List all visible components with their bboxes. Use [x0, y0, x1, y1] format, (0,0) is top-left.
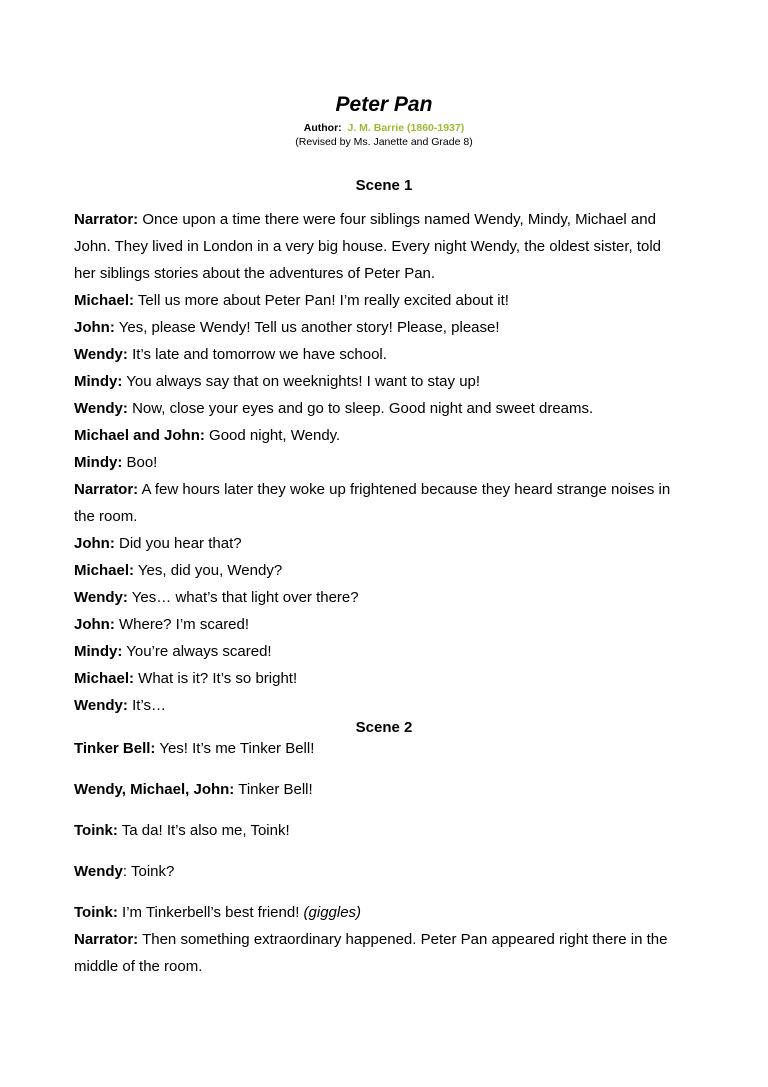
script-line	[74, 739, 714, 759]
speaker: John:	[74, 319, 115, 336]
dialogue: Then something extraordinary happened. Peter Pan appeared right there in the	[138, 931, 668, 948]
script-line	[74, 534, 714, 554]
script-line	[74, 453, 714, 473]
speaker: Michael:	[74, 670, 135, 687]
script-line	[74, 507, 714, 527]
script-line	[74, 210, 714, 230]
speaker: Toink:	[74, 822, 118, 839]
dialogue: What is it? It’s so bright!	[134, 670, 298, 687]
script-line	[74, 372, 714, 392]
stage-direction: (giggles)	[303, 904, 362, 921]
speaker: Wendy:	[74, 346, 128, 363]
dialogue: the room.	[74, 508, 138, 525]
speaker: John:	[74, 616, 115, 633]
dialogue: Ta da! It’s also me, Toink!	[117, 822, 290, 839]
dialogue: middle of the room.	[74, 958, 203, 975]
script-line	[74, 345, 714, 365]
dialogue: Yes! It’s me Tinker Bell!	[155, 740, 315, 757]
dialogue: her siblings stories about the adventures of Peter Pan.	[74, 265, 436, 282]
author-name: J. M. Barrie (1860-1937)	[347, 122, 465, 134]
speaker: Wendy:	[74, 400, 128, 417]
speaker: Michael and John:	[74, 427, 205, 444]
speaker: Mindy:	[74, 373, 123, 390]
script-line	[74, 903, 714, 923]
scene-heading: Scene 2	[355, 719, 413, 736]
dialogue: Good night, Wendy.	[204, 427, 341, 444]
script-line	[74, 696, 714, 716]
script-line	[74, 399, 714, 419]
speaker: John:	[74, 535, 115, 552]
dialogue: : Toink?	[122, 863, 175, 880]
speaker: Wendy:	[74, 697, 128, 714]
speaker: Narrator:	[74, 931, 139, 948]
script-line	[74, 237, 714, 257]
revision-note: (Revised by Ms. Janette and Grade 8)	[295, 136, 473, 148]
speaker: Michael:	[74, 562, 135, 579]
dialogue: Tell us more about Peter Pan! I’m really excited about it!	[134, 292, 509, 309]
dialogue: Yes, please Wendy! Tell us another story! Please, please!	[114, 319, 500, 336]
dialogue: A few hours later they woke up frightened because they heard strange noises in	[138, 481, 671, 498]
script-line	[74, 426, 714, 446]
speaker: Mindy:	[74, 454, 123, 471]
script-line	[74, 615, 714, 635]
script-line	[74, 669, 714, 689]
script-line	[74, 642, 714, 662]
dialogue: You’re always scared!	[122, 643, 272, 660]
speaker: Michael:	[74, 292, 135, 309]
speaker: Mindy:	[74, 643, 123, 660]
speaker: Narrator:	[74, 211, 139, 228]
script-line	[74, 318, 714, 338]
dialogue: Did you hear that?	[114, 535, 242, 552]
dialogue: Now, close your eyes and go to sleep. Good night and sweet dreams.	[127, 400, 594, 417]
script-line	[74, 862, 714, 882]
speaker: Toink:	[74, 904, 118, 921]
script-line	[74, 588, 714, 608]
dialogue: Boo!	[122, 454, 158, 471]
dialogue: Yes, did you, Wendy?	[134, 562, 283, 579]
dialogue: Once upon a time there were four siblings named Wendy, Mindy, Michael and	[138, 211, 656, 228]
dialogue: Where? I’m scared!	[114, 616, 250, 633]
dialogue: Yes… what’s that light over there?	[127, 589, 359, 606]
script-line	[74, 930, 714, 950]
script-line	[74, 780, 714, 800]
author-line	[0, 122, 768, 135]
dialogue: It’s…	[127, 697, 166, 714]
script-line	[74, 291, 714, 311]
speaker: Wendy	[74, 863, 123, 880]
speaker: Narrator:	[74, 481, 139, 498]
script-line	[74, 957, 714, 977]
scene-heading: Scene 1	[355, 177, 413, 194]
dialogue: You always say that on weeknights! I want to stay up!	[122, 373, 481, 390]
dialogue: It’s late and tomorrow we have school.	[127, 346, 387, 363]
document-title: Peter Pan	[335, 93, 433, 116]
speaker: Tinker Bell:	[74, 740, 156, 757]
speaker: Wendy:	[74, 589, 128, 606]
script-line	[74, 561, 714, 581]
script-line	[74, 264, 714, 284]
dialogue: Tinker Bell!	[234, 781, 313, 798]
author-label: Author:	[303, 122, 342, 134]
script-line	[74, 480, 714, 500]
script-line	[74, 821, 714, 841]
dialogue: John. They lived in London in a very big house. Every night Wendy, the oldest sister, told	[74, 238, 662, 255]
speaker: Wendy, Michael, John:	[74, 781, 235, 798]
dialogue: I’m Tinkerbell’s best friend!	[117, 904, 304, 921]
